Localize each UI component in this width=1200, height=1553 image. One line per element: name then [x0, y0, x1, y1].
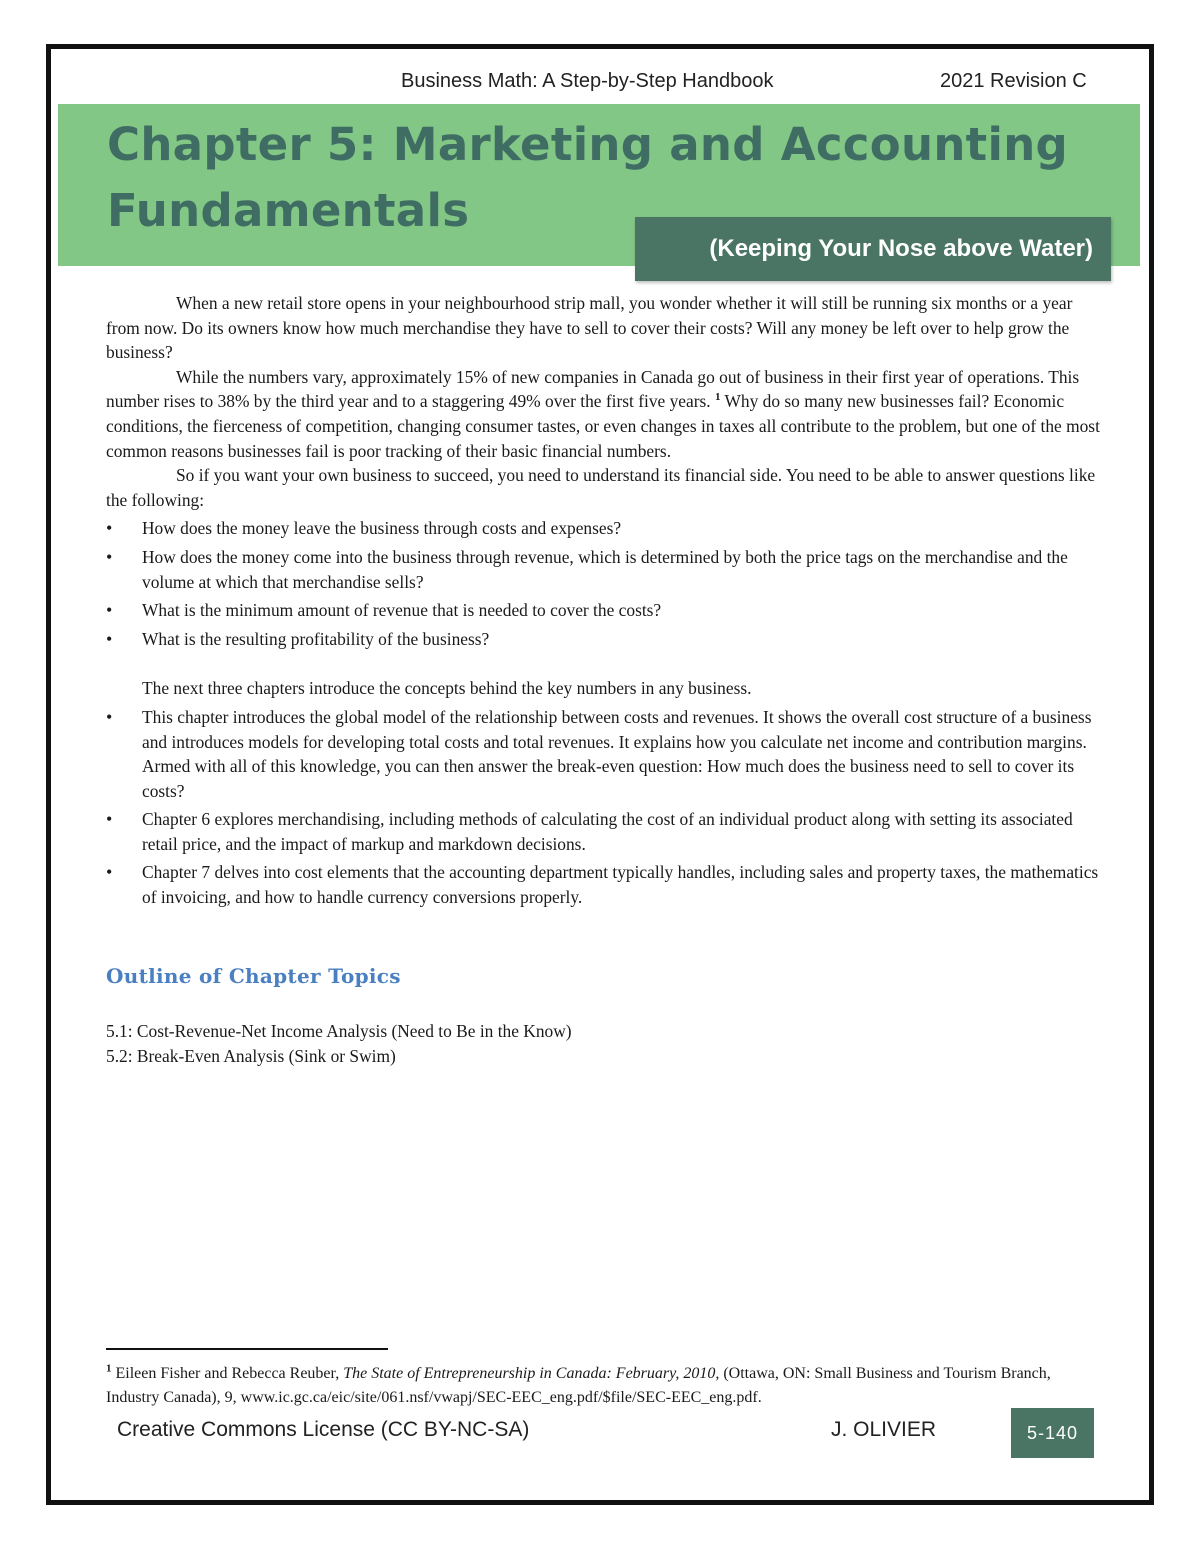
intro-paragraph: The next three chapters introduce the concepts behind the key numbers in any business. — [142, 678, 752, 699]
bullet-icon: • — [106, 518, 113, 539]
footnote-reference: 1 — [714, 391, 721, 404]
bullet-icon: • — [106, 809, 113, 830]
footnote: $^1$ Eileen Fisher and Rebecca Reuber, The State of Entrepreneurship in Canada: February, 2010, (Ottawa, ON: Small Business and Tourism Branch, Industry Canada), 9, www.ic.gc.ca/eic/site/061.nsf/vwapj/SEC-EEC_eng.pdf/$file/SEC-EEC_eng.pdf. — [106, 1362, 1051, 1406]
chapter-intro — [106, 291, 1100, 910]
book-title: Business Math: A Step-by-Step Handbook — [401, 70, 774, 92]
list-item: • How does the money leave the business through costs and expenses? — [106, 516, 1100, 541]
list-item: • This chapter introduces the global model of the relationship between costs and revenues. It shows the overall cost structure of a business and introduces models for developing total costs and total revenues. It explains how you calculate net income and contribution margins. Armed with all of this knowledge, you can then answer the break-even question: How much does the business need to sell to cover its costs? — [106, 706, 1092, 801]
chapter-title: Chapter 5: Marketing and Accounting Fundamentals — [107, 118, 1069, 237]
outline-topic-link[interactable]: 5.2: Break-Even Analysis (Sink or Swim) — [106, 1045, 396, 1066]
outline-topic-link[interactable]: 5.1: Cost-Revenue-Net Income Analysis (Need to Be in the Know) — [106, 1021, 572, 1041]
revision-label: 2021 Revision C — [940, 70, 1087, 92]
footnote-source-title: The State of Entrepreneurship in Canada: February, 2010, — [343, 1365, 720, 1382]
outline-topics — [106, 1019, 572, 1068]
footnote-number: 1 — [106, 1362, 112, 1375]
author-name: J. OLIVIER — [831, 1418, 937, 1441]
footnote-divider — [106, 1348, 388, 1350]
license-text: Creative Commons License (CC BY-NC-SA) — [117, 1418, 530, 1441]
bullet-icon: • — [106, 546, 113, 567]
intro-paragraph: So if you want your own business to succeed, you need to understand its financial side. You need to be able to answer questions like the following: — [106, 465, 1096, 510]
outline-heading: Outline of Chapter Topics — [106, 964, 401, 988]
list-item: • Chapter 7 delves into cost elements that the accounting department typically handles, including sales and property taxes, the mathematics of invoicing, and how to handle currency conversions properly. — [106, 862, 1099, 908]
bullet-icon: • — [106, 706, 113, 727]
bullet-icon: • — [106, 862, 113, 883]
intro-paragraph: When a new retail store opens in your neighbourhood strip mall, you wonder whether it will still be running six months or a year from now. Do its owners know how much merchandise they have to sell to cover their costs? Will any money be left over to help grow the business? — [106, 293, 1073, 363]
list-item: • Chapter 6 explores merchandising, including methods of calculating the cost of an individual product along with setting its associated retail price, and the impact of markup and markdown decisions. — [106, 809, 1073, 854]
page-number: 5-140 — [1011, 1408, 1094, 1458]
list-item: • How does the money come into the business through revenue, which is determined by both the price tags on the merchandise and the volume at which that merchandise sells? — [106, 546, 1068, 592]
list-item: • What is the minimum amount of revenue that is needed to cover the costs? — [106, 598, 1100, 623]
question-list — [106, 516, 1100, 651]
bullet-icon: • — [106, 628, 113, 649]
intro-paragraph: While the numbers vary, approximately 15% of new companies in Canada go out of business in their first year of operations. This number rises to 38% by the third year and to a staggering 49% over the first five years. $^1$ Why do so many new businesses fail? Economic conditions, the fierceness of competition, changing consumer tastes, or even changes in taxes all contribute to the problem, but one of the most common reasons businesses fail is poor tracking of their basic financial numbers. — [106, 366, 1100, 461]
chapter-subtitle: (Keeping Your Nose above Water) — [635, 217, 1111, 281]
list-item: • What is the resulting profitability of the business? — [106, 627, 1100, 652]
bullet-icon: • — [106, 600, 113, 621]
chapter-summary-list — [106, 705, 1100, 910]
